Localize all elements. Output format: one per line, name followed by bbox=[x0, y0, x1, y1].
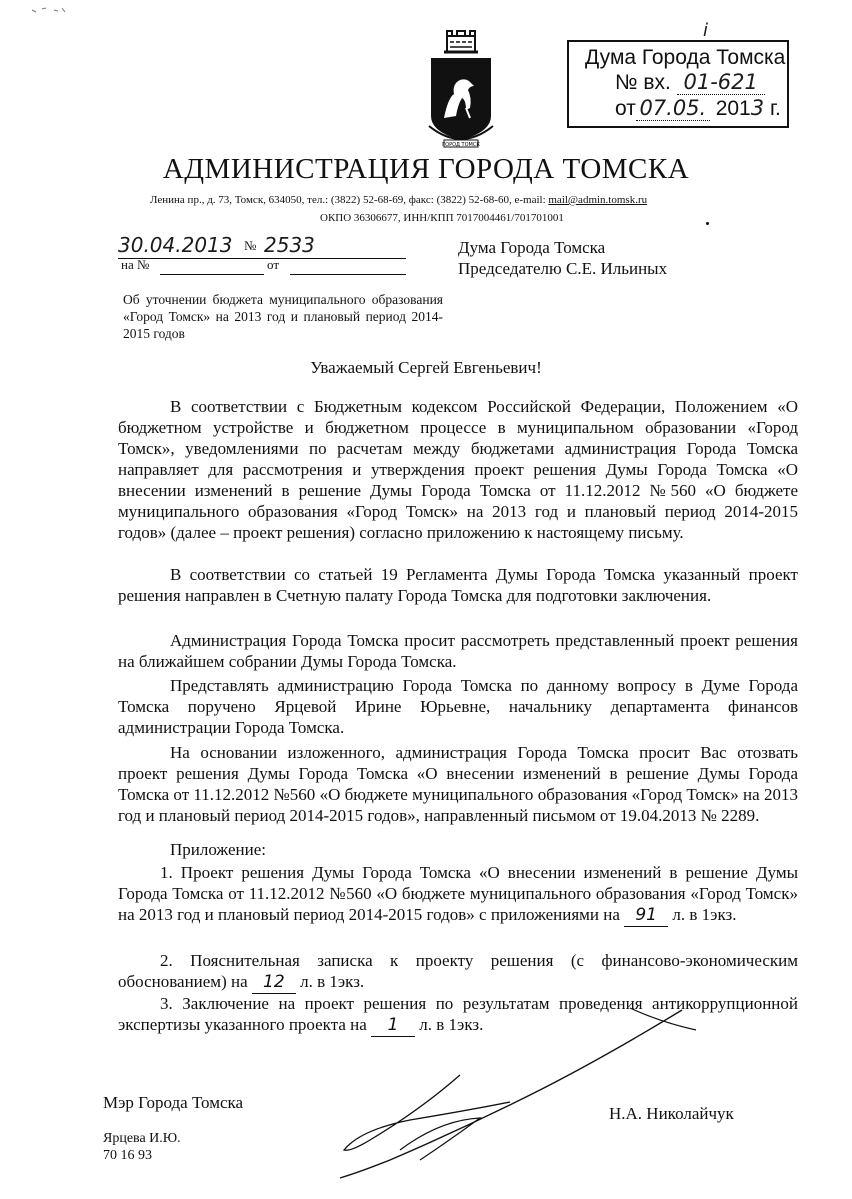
stamp-org: Дума Города Томска bbox=[585, 46, 786, 69]
body-paragraph-3 bbox=[118, 630, 798, 672]
paragraph-text: Представлять администрацию Города Томска по данному вопросу в Думе Города Томска поручено Ярцевой Ирине Юрьевне, начальнику департамента финансов администрации Города Томска. bbox=[118, 676, 798, 737]
letter-subject: Об уточнении бюджета муниципального образования «Город Томск» на 2013 год и плановый период 2014-2015 годов bbox=[123, 292, 443, 341]
paragraph-text: В соответствии со статьей 19 Регламента Думы Города Томска указанный проект решения направлен в Счетную палату Города Томска для подготовки заключения. bbox=[118, 565, 798, 605]
attachment-text: 1. Проект решения Думы Города Томска «О внесении изменений в решение Думы Города Томска от 11.12.2012 №560 «О бюджете муниципального образования «Город Томск» на 2013 год и плановый период 2014-2015 годов» с приложениями на bbox=[118, 863, 798, 924]
stamp-number-line bbox=[615, 70, 765, 95]
addressee-person: Председателю С.Е. Ильиных bbox=[458, 259, 668, 278]
stamp-date-prefix: от bbox=[615, 97, 636, 120]
attachment-suffix: л. в 1экз. bbox=[419, 1015, 484, 1034]
paragraph-text: В соответствии с Бюджетным кодексом Российской Федерации, Положением «О бюджетном устройстве и бюджетном процессе в муниципальном образовании «Город Томск», уведомлениями по расчетам между бюджетами администрация Города Томска направляет для рассмотрения и утверждения проект решения Думы Города Томска «О внесении изменений в решение Думы Города Томска от 11.12.2012 №560 «О бюджете муниципального образования «Город Томск» на 2013 год и плановый период 2014-2015 годов» (далее – проект решения) согласно приложению к настоящему письму. bbox=[118, 397, 798, 542]
org-title: АДМИНИСТРАЦИЯ ГОРОДА ТОМСКА bbox=[162, 153, 690, 185]
attachment-page-count: 91 bbox=[624, 905, 668, 927]
paragraph-text: На основании изложенного, администрация Города Томска просит Вас отозвать проект решения Думы Города Томска «О внесении изменений в решение Думы Города Томска от 11.12.2012 №560 «О бюджете муниципального образования «Город Томск» на 2013 год и плановый период 2014-2015 годов», направленный письмом от 19.04.2013 № 2289. bbox=[118, 743, 798, 825]
org-codes: ОКПО 36306677, ИНН/КПП 7017004461/701701001 bbox=[320, 212, 564, 224]
emblem-caption: ГОРОД ТОМСК bbox=[442, 142, 480, 148]
coat-of-arms-emblem bbox=[426, 28, 496, 158]
org-contacts-text: Ленина пр., д. 73, Томск, 634050, тел.: (3822) 52-68-69, факс: (3822) 52-68-60, e-mail: bbox=[150, 194, 549, 206]
stamp-number-label: № вх. bbox=[615, 71, 671, 94]
stamp-date-line bbox=[615, 96, 781, 121]
stamp-year-suffix: г. bbox=[769, 97, 781, 120]
signatory-position: Мэр Города Томска bbox=[103, 1093, 244, 1112]
attachment-text: 2. Пояснительная записка к проекту решения (с финансово-экономическим обоснованием) на bbox=[118, 951, 798, 991]
reply-from-label: от bbox=[267, 257, 280, 272]
body-paragraph-2 bbox=[118, 564, 798, 606]
attachment-item-1 bbox=[118, 862, 798, 927]
reply-number-line bbox=[160, 273, 264, 275]
paragraph-text: Администрация Города Томска просит рассмотреть представленный проект решения на ближайшем собрании Думы Города Томска. bbox=[118, 631, 798, 671]
ref-date-handwritten: 30.04.2013 bbox=[118, 233, 233, 257]
attachment-item-2 bbox=[118, 950, 798, 994]
handwritten-signature bbox=[300, 1000, 700, 1190]
body-paragraph-4 bbox=[118, 675, 798, 738]
org-contacts bbox=[150, 194, 647, 206]
executor-name: Ярцева И.Ю. bbox=[103, 1131, 181, 1146]
attachment-text: 3. Заключение на проект решения по результатам проведения антикоррупционной экспертизы указанного проекта на bbox=[118, 994, 798, 1034]
stamp-date-value: 07.05. bbox=[636, 96, 710, 121]
stamp-year-prefix: 201 bbox=[715, 97, 751, 120]
signatory-name: Н.А. Николайчук bbox=[609, 1104, 734, 1123]
attachment-page-count: 1 bbox=[371, 1015, 415, 1037]
addressee-org: Дума Города Томска bbox=[458, 238, 606, 257]
executor-block bbox=[103, 1130, 181, 1164]
stamp-corner-mark: i bbox=[703, 20, 709, 41]
org-email-link[interactable]: mail@admin.tomsk.ru bbox=[548, 194, 648, 206]
stamp-number-value: 01-621 bbox=[677, 70, 765, 95]
ref-number-label: № bbox=[244, 238, 257, 253]
ref-number-handwritten: 2533 bbox=[264, 233, 315, 257]
body-paragraph-1 bbox=[118, 396, 798, 543]
attachment-suffix: л. в 1экз. bbox=[672, 905, 737, 924]
attachment-suffix: л. в 1экз. bbox=[300, 972, 365, 991]
ref-date-line bbox=[118, 257, 406, 259]
executor-phone: 70 16 93 bbox=[103, 1148, 152, 1163]
stamp-year-digit: 3 bbox=[750, 96, 765, 120]
body-paragraph-5 bbox=[118, 742, 798, 826]
attachments-label: Приложение: bbox=[170, 840, 266, 859]
reply-number-label: на № bbox=[121, 257, 150, 272]
scan-dot bbox=[706, 222, 709, 225]
incoming-stamp bbox=[567, 40, 789, 128]
reply-date-line bbox=[290, 273, 406, 275]
scan-specks bbox=[30, 4, 70, 16]
salutation: Уважаемый Сергей Евгеньевич! bbox=[310, 358, 542, 377]
attachment-page-count: 12 bbox=[252, 972, 296, 994]
